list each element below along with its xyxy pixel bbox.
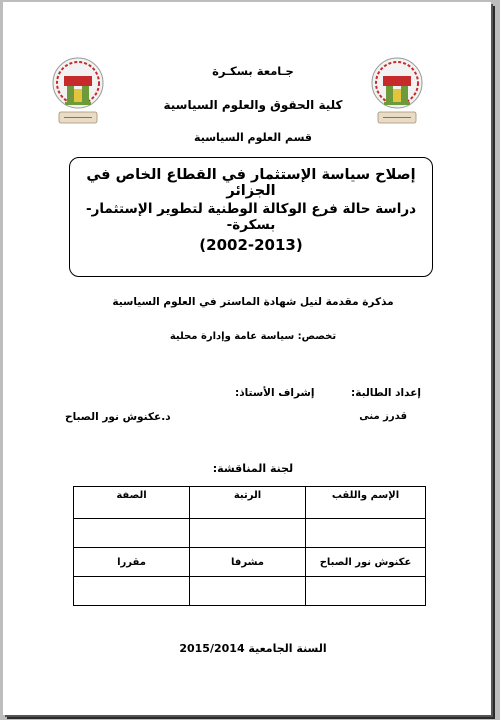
department-name: قسم العلوم السياسية (194, 131, 312, 144)
thesis-title-line-2: دراسة حالة فرع الوكالة الوطنية لتطوير الإستثمار- بسكرة- (85, 201, 417, 233)
thesis-title-line-1: إصلاح سياسة الإستثمار في القطاع الخاص في الجزائر (86, 167, 416, 199)
committee-table (73, 486, 426, 606)
header-name: الإسم واللقب (306, 487, 426, 519)
memo-description: مذكرة مقدمة لنيل شهادة الماستر في العلوم السياسية (112, 296, 394, 308)
academic-year: السنة الجامعية 2015/2014 (179, 642, 327, 655)
table-cell (306, 577, 426, 606)
faculty-name: كلية الحقوق والعلوم السياسية (163, 98, 343, 112)
university-logo-right (370, 56, 424, 126)
table-cell: مشرفا (190, 548, 306, 577)
table-header-row (74, 487, 426, 519)
university-logo-left (51, 56, 105, 126)
thesis-title-box (69, 157, 433, 277)
table-cell: مقررا (74, 548, 190, 577)
table-row (74, 519, 426, 548)
table-cell (190, 577, 306, 606)
table-cell (74, 519, 190, 548)
prepared-by-label: إعداد الطالبة: (351, 387, 421, 399)
supervisor-name: د.عكنوش نور الصباح (65, 411, 171, 423)
header-rank: الرتبة (190, 487, 306, 519)
specialization: تخصص: سياسة عامة وإدارة محلية (169, 331, 337, 342)
document-page (3, 2, 491, 715)
thesis-period: (2002-2013) (199, 236, 303, 254)
header-role: الصفة (74, 487, 190, 519)
student-name: قدرز منى (359, 411, 407, 422)
table-cell (74, 577, 190, 606)
table-cell (190, 519, 306, 548)
committee-title: لجنة المناقشة: (212, 462, 294, 475)
table-row (74, 577, 426, 606)
table-row (74, 548, 426, 577)
table-cell (306, 519, 426, 548)
table-cell: عكنوش نور الصباح (306, 548, 426, 577)
supervised-by-label: إشراف الأستاذ: (235, 387, 315, 399)
university-name: جـامعة بسكـرة (212, 64, 294, 78)
